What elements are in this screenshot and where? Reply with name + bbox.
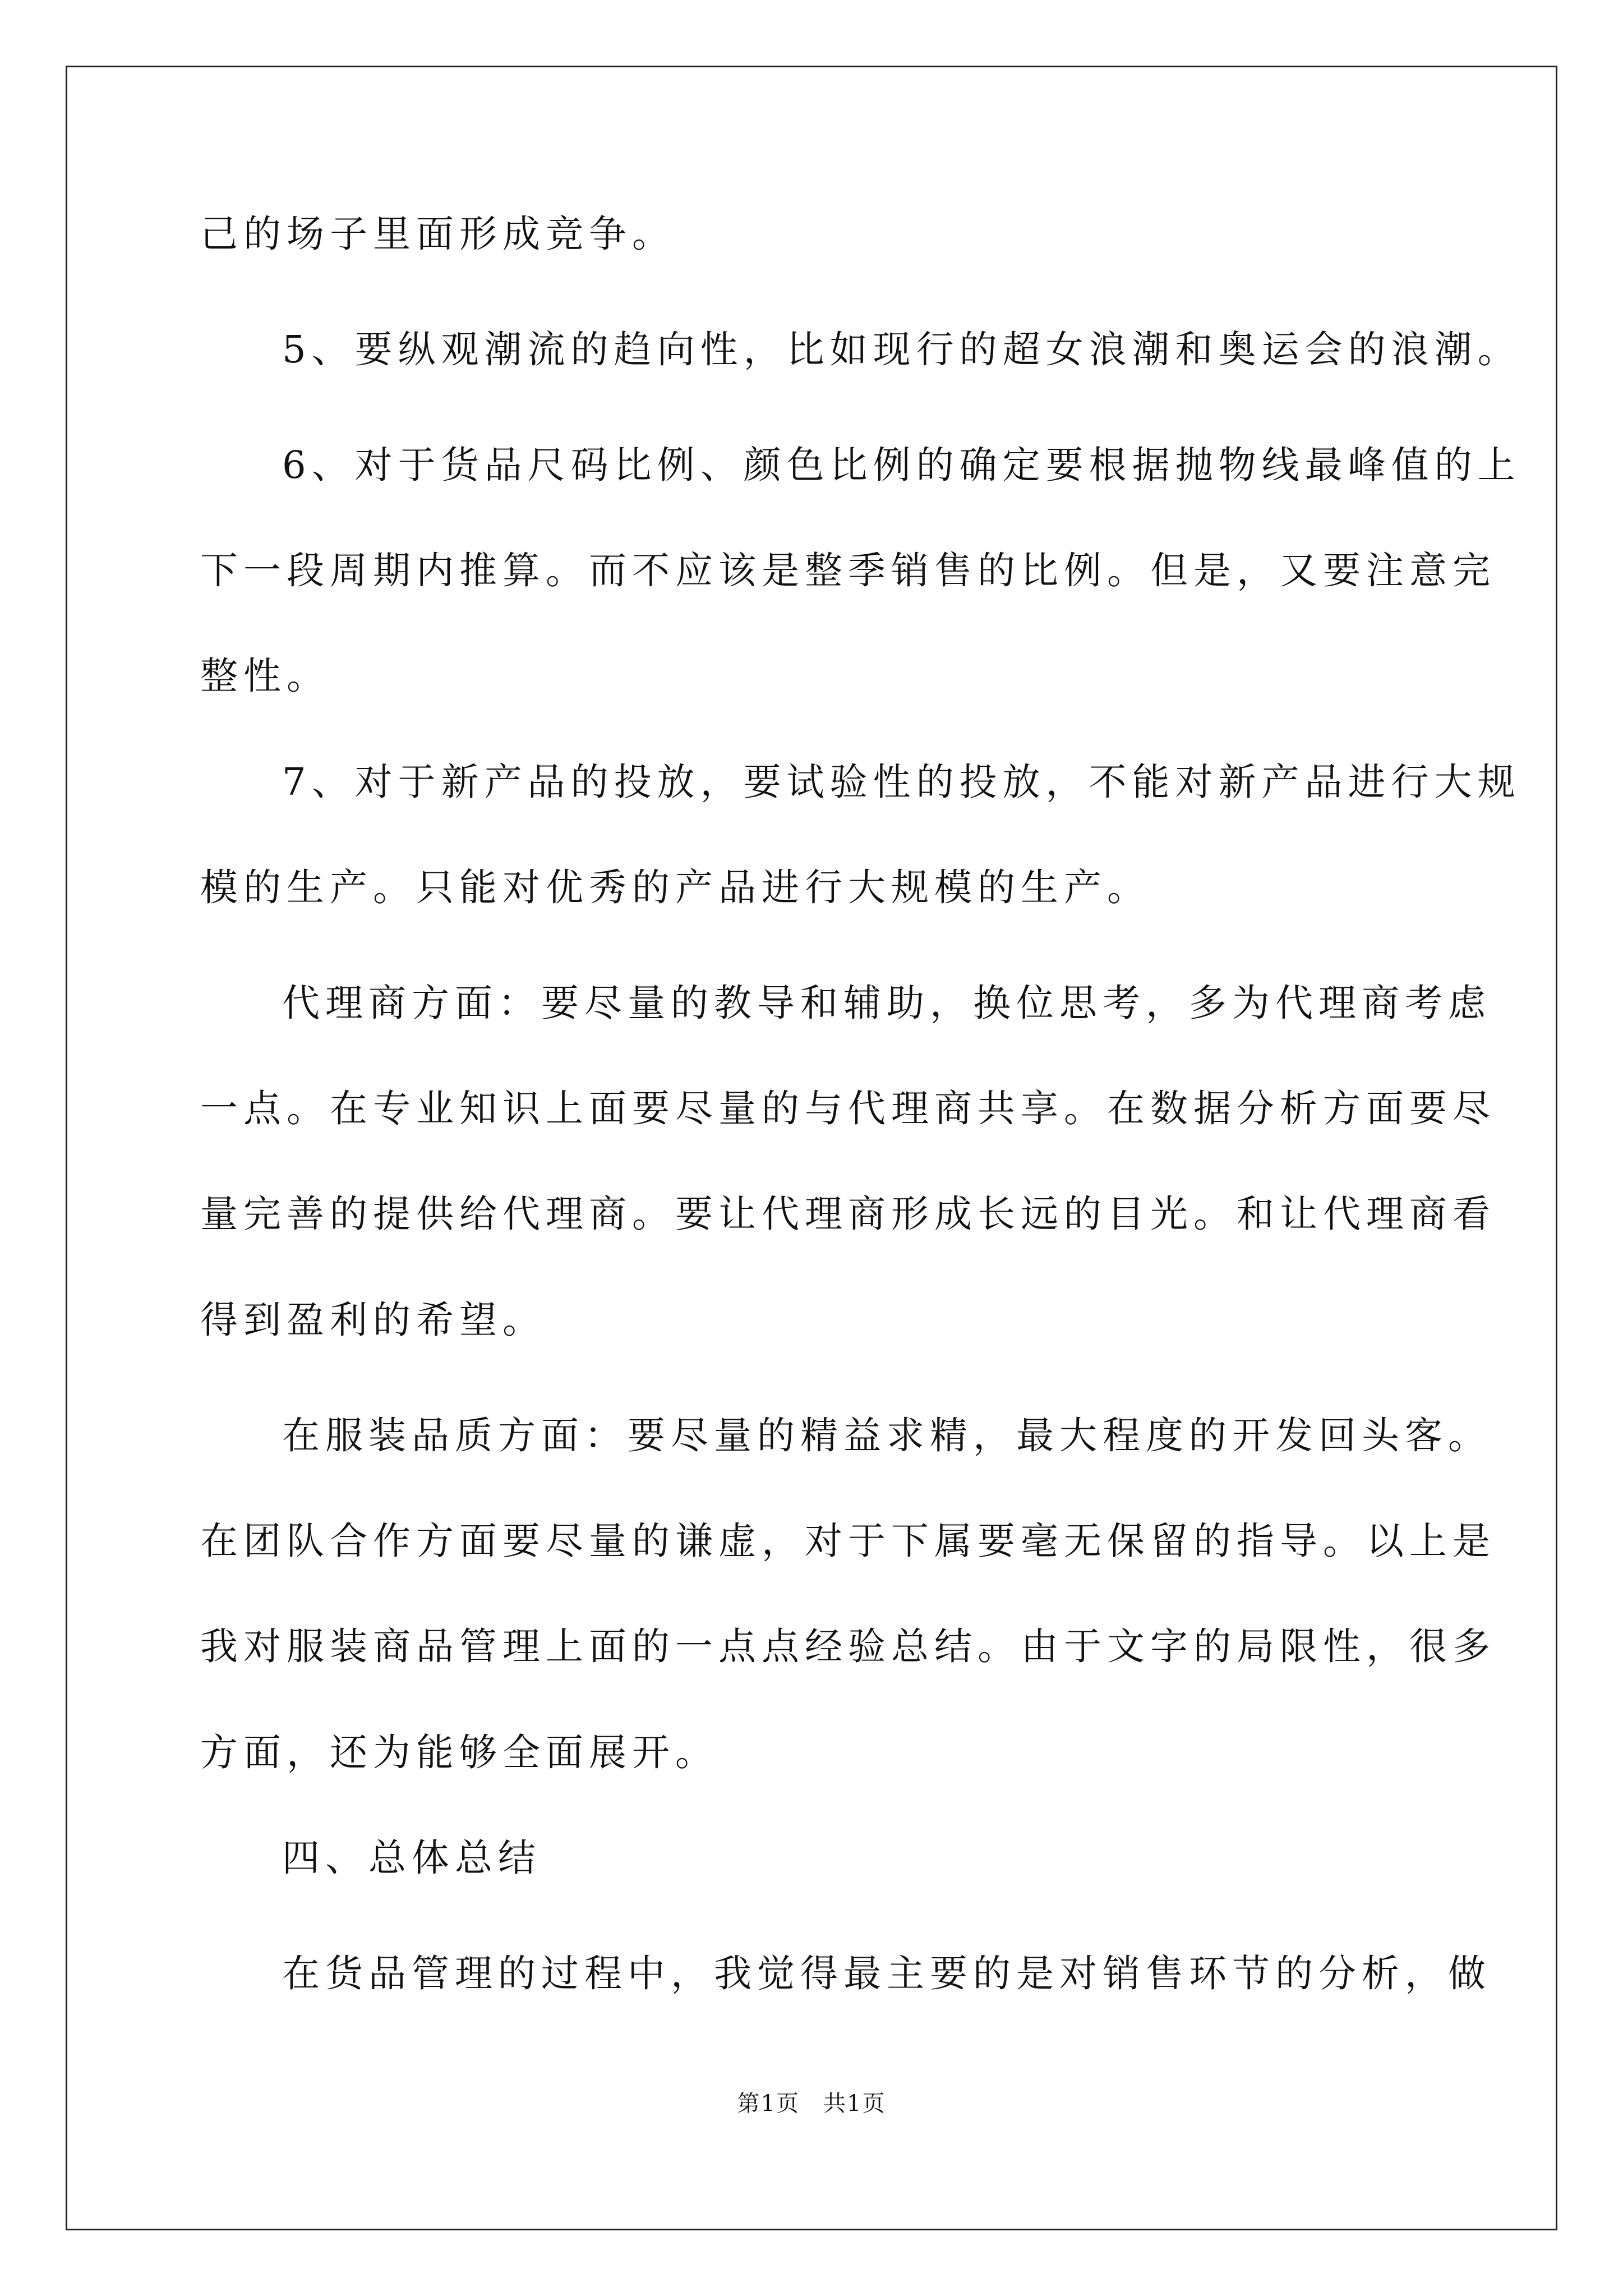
- text-line: 模的生产。只能对优秀的产品进行大规模的生产。: [200, 866, 1150, 909]
- page-border: [66, 66, 1557, 2230]
- text-line: 一点。在专业知识上面要尽量的与代理商共享。在数据分析方面要尽: [200, 1087, 1496, 1130]
- text-line: 整性。: [200, 654, 330, 698]
- text-line: 我对服装商品管理上面的一点点经验总结。由于文字的局限性，很多: [200, 1625, 1496, 1668]
- text-line: 6、对于货品尺码比例、颜色比例的确定要根据抛物线最峰值的上: [282, 443, 1521, 487]
- text-line: 量完善的提供给代理商。要让代理商形成长远的目光。和让代理商看: [200, 1192, 1496, 1236]
- text-line: 方面，还为能够全面展开。: [200, 1731, 718, 1774]
- text-line: 代理商方面：要尽量的教导和辅助，换位思考，多为代理商考虑: [282, 981, 1491, 1025]
- text-line: 己的场子里面形成竞争。: [200, 212, 675, 256]
- text-line: 得到盈利的希望。: [200, 1298, 546, 1342]
- text-line: 在服装品质方面：要尽量的精益求精，最大程度的开发回头客。: [282, 1414, 1491, 1457]
- text-line: 下一段周期内推算。而不应该是整季销售的比例。但是，又要注意完: [200, 549, 1496, 592]
- text-line: 在团队合作方面要尽量的谦虚，对于下属要毫无保留的指导。以上是: [200, 1519, 1496, 1563]
- page-number-footer: 第1页 共1页: [737, 2091, 886, 2116]
- text-line: 7、对于新产品的投放，要试验性的投放，不能对新产品进行大规: [282, 760, 1521, 804]
- text-line: 在货品管理的过程中，我觉得最主要的是对销售环节的分析，做: [282, 1952, 1491, 1995]
- section-heading: 四、总体总结: [282, 1836, 541, 1880]
- text-line: 5、要纵观潮流的趋向性，比如现行的超女浪潮和奥运会的浪潮。: [282, 328, 1521, 371]
